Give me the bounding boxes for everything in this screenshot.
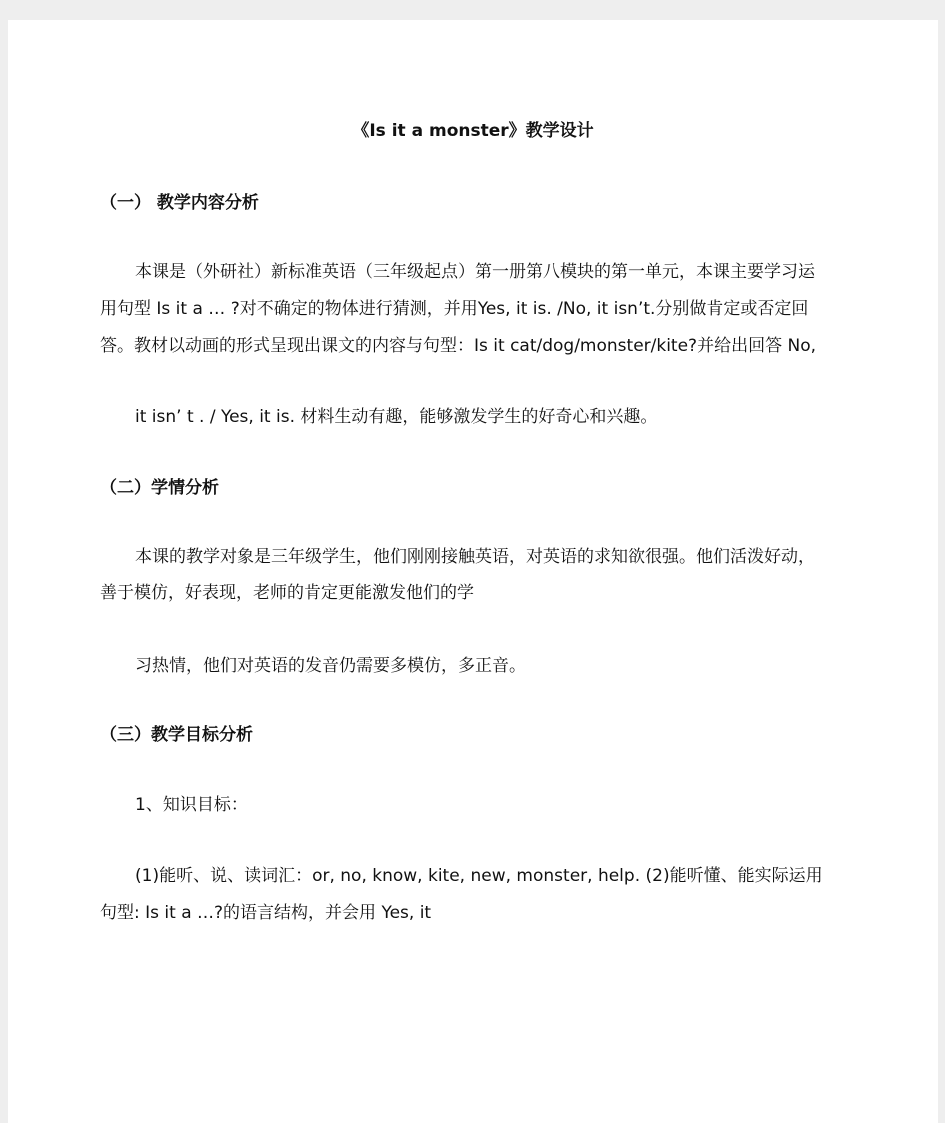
section-heading-student-analysis: （二）学情分析	[100, 478, 219, 498]
document-title: 《Is it a monster》教学设计	[352, 121, 594, 141]
paragraph-line: 用句型 Is it a … ?对不确定的物体进行猜测，并用Yes, it is. /No, it isn’t.分别做肯定或否定回	[100, 299, 809, 319]
paragraph-line: 句型: Is it a …?的语言结构，并会用 Yes, it	[100, 903, 432, 923]
paragraph-line: (1)能听、说、读词汇：or, no, know, kite, new, monster, help. (2)能听懂、能实际运用	[135, 866, 823, 886]
paragraph-line: 善于模仿，好表现，老师的肯定更能激发他们的学	[100, 583, 474, 603]
paragraph-line: 本课的教学对象是三年级学生，他们刚刚接触英语，对英语的求知欲很强。他们活泼好动，	[135, 547, 815, 567]
paragraph-line: 1、知识目标：	[135, 795, 248, 815]
section-heading-objectives: （三）教学目标分析	[100, 725, 253, 745]
paragraph-line: 答。教材以动画的形式呈现出课文的内容与句型：Is it cat/dog/monster/kite?并给出回答 No,	[100, 336, 817, 356]
document-page	[8, 20, 938, 1123]
section-heading-content-analysis: （一） 教学内容分析	[100, 193, 259, 213]
paragraph-line: 本课是（外研社）新标准英语（三年级起点）第一册第八模块的第一单元，本课主要学习运	[135, 262, 815, 282]
paragraph-line: 习热情，他们对英语的发音仍需要多模仿，多正音。	[135, 656, 526, 676]
paragraph-line: it isn’ t . / Yes, it is. 材料生动有趣，能够激发学生的好奇心和兴趣。	[135, 407, 658, 427]
